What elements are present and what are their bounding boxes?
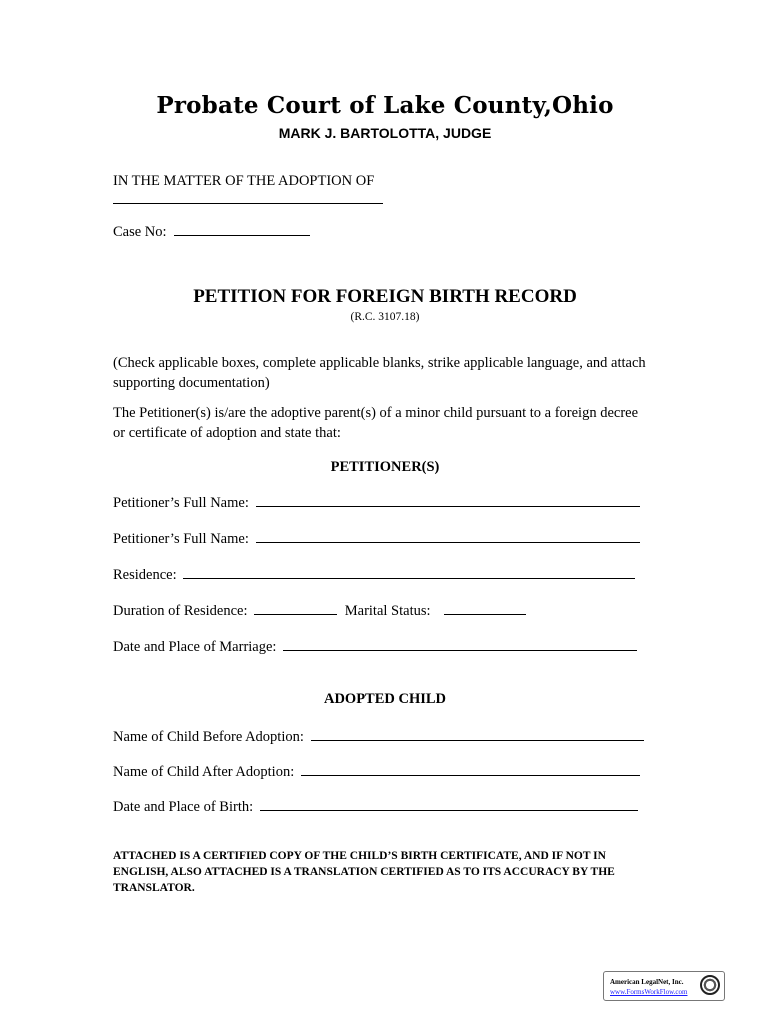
name-after-label: Name of Child After Adoption: bbox=[113, 764, 295, 780]
petitioners-heading: PETITIONER(S) bbox=[330, 459, 440, 475]
petitioner-name-field-1[interactable] bbox=[256, 493, 640, 507]
residence-row bbox=[113, 565, 635, 584]
duration-label: Duration of Residence: bbox=[113, 603, 248, 619]
publisher-name: American LegalNet, Inc. bbox=[610, 978, 684, 986]
marital-status-field[interactable] bbox=[444, 601, 526, 615]
duration-marital-row bbox=[113, 601, 526, 620]
publisher-badge bbox=[603, 971, 725, 1001]
court-name: Probate Court of Lake County,Ohio bbox=[156, 92, 614, 119]
judge-name: MARK J. BARTOLOTTA, JUDGE bbox=[278, 125, 492, 141]
petition-statement: The Petitioner(s) is/are the adoptive parent(s) of a minor child pursuant to a foreign decree or certificate of adoption and state that: bbox=[113, 405, 639, 441]
marriage-label: Date and Place of Marriage: bbox=[113, 639, 277, 655]
birth-label: Date and Place of Birth: bbox=[113, 799, 254, 815]
name-before-row bbox=[113, 727, 644, 746]
attachment-notice: ATTACHED IS A CERTIFIED COPY OF THE CHILD’S BIRTH CERTIFICATE, AND IF NOT IN ENGLISH, ALSO ATTACHED IS A TRANSLATION CERTIFIED AS TO ITS ACCURACY BY THE TRANSLATOR. bbox=[113, 850, 615, 894]
petitioner-name-label: Petitioner’s Full Name: bbox=[113, 531, 249, 547]
marital-status-label: Marital Status: bbox=[344, 603, 431, 619]
name-after-field[interactable] bbox=[301, 762, 640, 776]
residence-label: Residence: bbox=[113, 567, 177, 583]
globe-logo-icon bbox=[700, 975, 720, 995]
name-after-row bbox=[113, 762, 640, 781]
form-title: PETITION FOR FOREIGN BIRTH RECORD bbox=[193, 286, 577, 307]
matter-label: IN THE MATTER OF THE ADOPTION OF bbox=[113, 173, 375, 189]
residence-field[interactable] bbox=[183, 565, 635, 579]
petitioner-name-row-1 bbox=[113, 493, 640, 512]
birth-row bbox=[113, 797, 638, 816]
name-before-label: Name of Child Before Adoption: bbox=[113, 729, 304, 745]
case-no-field[interactable] bbox=[174, 222, 310, 236]
adopted-child-heading: ADOPTED CHILD bbox=[323, 691, 447, 707]
form-citation: (R.C. 3107.18) bbox=[350, 311, 420, 323]
petitioner-name-row-2 bbox=[113, 529, 640, 548]
marriage-field[interactable] bbox=[283, 637, 637, 651]
petitioner-name-field-2[interactable] bbox=[256, 529, 640, 543]
name-before-field[interactable] bbox=[311, 727, 644, 741]
publisher-url-link[interactable]: www.FormsWorkFlow.com bbox=[610, 988, 688, 996]
adoptee-name-blank[interactable] bbox=[113, 203, 383, 204]
case-no-label: Case No: bbox=[113, 224, 167, 240]
duration-field[interactable] bbox=[254, 601, 337, 615]
instructions-text: (Check applicable boxes, complete applicable blanks, strike applicable language, and attach supporting documentation) bbox=[113, 355, 646, 391]
case-no-row bbox=[113, 222, 310, 241]
marriage-row bbox=[113, 637, 637, 656]
birth-field[interactable] bbox=[260, 797, 638, 811]
petitioner-name-label: Petitioner’s Full Name: bbox=[113, 495, 249, 511]
